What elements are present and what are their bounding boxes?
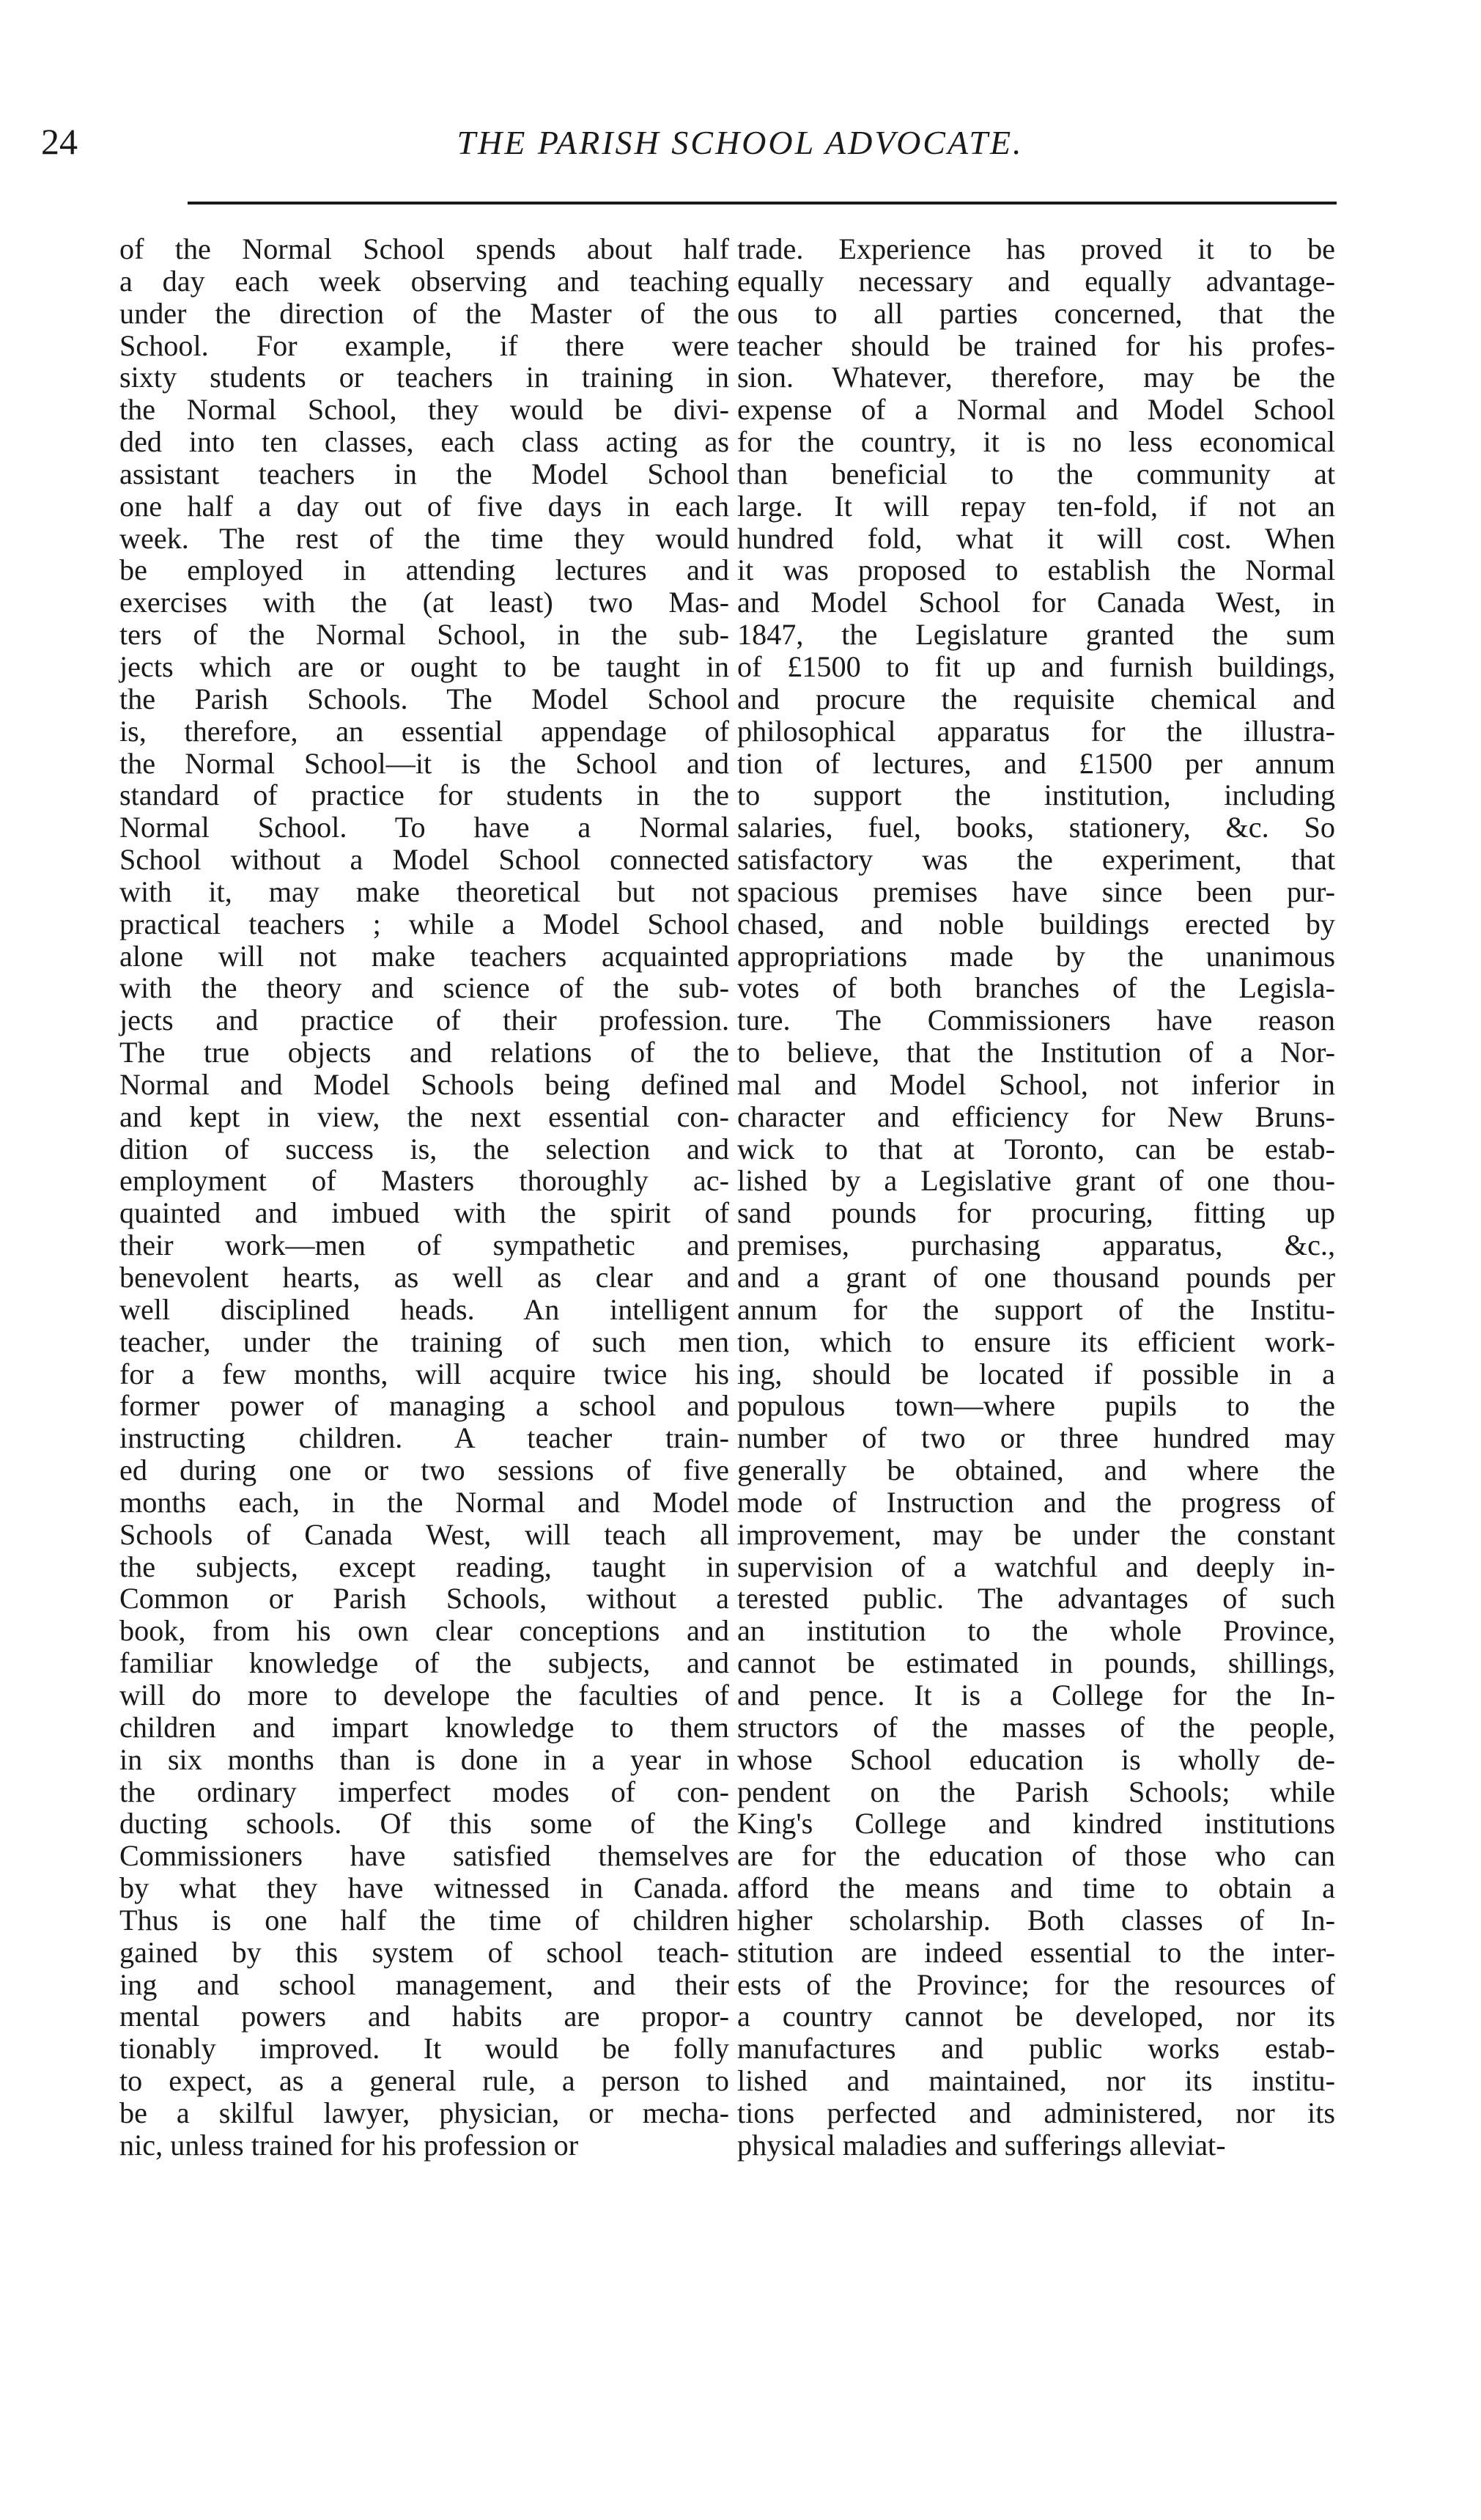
text-line: King's College and kindred institutions [737,1807,1335,1841]
text-line: employment of Masters thoroughly ac- [119,1164,729,1198]
text-line: pendent on the Parish Schools; while [737,1775,1335,1808]
text-line: alone will not make teachers acquainted [119,939,729,973]
page-number: 24 [41,121,78,162]
text-line: former power of managing a school and [119,1389,729,1423]
text-line: with it, may make theoretical but not [119,874,729,908]
text-line: ded into ten classes, each class acting as [119,425,729,459]
text-line: a country cannot be developed, nor its [737,2000,1335,2033]
text-line: be a skilful lawyer, physician, or mecha- [119,2096,729,2129]
text-line: the Normal School—it is the School and [119,746,729,780]
text-line: tion, which to ensure its efficient work- [737,1325,1335,1358]
text-line: standard of practice for students in the [119,778,729,812]
text-line: familiar knowledge of the subjects, and [119,1646,729,1680]
text-line: is, therefore, an essential appendage of [119,714,729,748]
text-line: School without a Model School connected [119,843,729,877]
text-line: whose School education is wholly de- [737,1742,1335,1776]
text-line: ed during one or two sessions of five [119,1454,729,1487]
text-line: teacher, under the training of such men [119,1325,729,1358]
text-line: and pence. It is a College for the In- [737,1678,1335,1712]
text-line: manufactures and public works estab- [737,2032,1335,2066]
text-line: The true objects and relations of the [119,1036,729,1069]
text-line: assistant teachers in the Model School [119,457,729,490]
text-line: for a few months, will acquire twice his [119,1357,729,1390]
right-column [737,233,1335,2162]
text-line: populous town—where pupils to the [737,1389,1335,1423]
text-line: be employed in attending lectures and [119,553,729,587]
text-line: Schools of Canada West, will teach all [119,1517,729,1551]
text-line: improvement, may be under the constant [737,1517,1335,1551]
text-line: than beneficial to the community at [737,457,1335,490]
text-line: teacher should be trained for his profes- [737,328,1335,362]
text-line: their work—men of sympathetic and [119,1228,729,1262]
text-line: hundred fold, what it will cost. When [737,521,1335,555]
text-line: Normal School. To have a Normal [119,811,729,844]
text-line: week. The rest of the time they would [119,521,729,555]
text-line: jects and practice of their profession. [119,1003,729,1037]
text-line: structors of the masses of the people, [737,1710,1335,1744]
left-column [119,233,729,2162]
text-line: stitution are indeed essential to the inter- [737,1935,1335,1969]
text-line: higher scholarship. Both classes of In- [737,1903,1335,1937]
text-line: sixty students or teachers in training in [119,361,729,394]
text-line: chased, and noble buildings erected by [737,907,1335,940]
text-line: under the direction of the Master of the [119,296,729,330]
text-line: to believe, that the Institution of a Nor- [737,1036,1335,1069]
text-line: in six months than is done in a year in [119,1742,729,1776]
text-line: ing, should be located if possible in a [737,1357,1335,1390]
header-rule-left [188,202,759,205]
text-line: nic, unless trained for his profession or [119,2128,579,2162]
text-line: months each, in the Normal and Model [119,1485,729,1519]
text-line: tion of lectures, and £1500 per annum [737,746,1335,780]
text-line: will do more to develope the faculties of [119,1678,729,1712]
text-line: for the country, it is no less economical [737,425,1335,459]
text-line: mental powers and habits are propor- [119,2000,729,2033]
text-line: mode of Instruction and the progress of [737,1485,1335,1519]
text-line: lished and maintained, nor its institu- [737,2064,1335,2098]
text-line: jects which are or ought to be taught in [119,649,729,683]
text-line: the Normal School, they would be divi- [119,393,729,427]
text-line: Thus is one half the time of children [119,1903,729,1937]
text-line: Commissioners have satisfied themselves [119,1839,729,1873]
text-line: Normal and Model Schools being defined [119,1067,729,1101]
text-line: expense of a Normal and Model School [737,393,1335,427]
text-line: ters of the Normal School, in the sub- [119,618,729,652]
text-line: appropriations made by the unanimous [737,939,1335,973]
text-line: afford the means and time to obtain a [737,1871,1335,1905]
text-line: and Model School for Canada West, in [737,586,1335,619]
text-line: instructing children. A teacher train- [119,1421,729,1455]
text-line: the ordinary imperfect modes of con- [119,1775,729,1808]
text-line: dition of success is, the selection and [119,1132,729,1165]
text-line: spacious premises have since been pur- [737,874,1335,908]
text-line: and a grant of one thousand pounds per [737,1261,1335,1294]
text-line: votes of both branches of the Legisla- [737,971,1335,1005]
text-line: a day each week observing and teaching [119,264,729,298]
text-line: one half a day out of five days in each [119,489,729,523]
text-line: philosophical apparatus for the illustra- [737,714,1335,748]
text-line: sion. Whatever, therefore, may be the [737,361,1335,394]
text-line: tionably improved. It would be folly [119,2032,729,2066]
text-line: ture. The Commissioners have reason [737,1003,1335,1037]
text-line: physical maladies and sufferings alleviat- [737,2128,1226,2162]
text-line: book, from his own clear conceptions and [119,1614,729,1648]
text-line: of £1500 to fit up and furnish buildings, [737,649,1335,683]
text-line: terested public. The advantages of such [737,1582,1335,1615]
text-line: Common or Parish Schools, without a [119,1582,729,1615]
text-line: ing and school management, and their [119,1967,729,2001]
text-line: well disciplined heads. An intelligent [119,1292,729,1326]
text-line: annum for the support of the Institu- [737,1292,1335,1326]
text-line: with the theory and science of the sub- [119,971,729,1005]
text-line: trade. Experience has proved it to be [737,232,1335,265]
text-line: tions perfected and administered, nor its [737,2096,1335,2129]
text-line: School. For example, if there were [119,328,729,362]
text-line: and kept in view, the next essential con- [119,1099,729,1133]
running-head: THE PARISH SCHOOL ADVOCATE. [457,124,1024,161]
text-line: by what they have witnessed in Canada. [119,1871,729,1905]
text-line: ous to all parties concerned, that the [737,296,1335,330]
text-line: character and efficiency for New Bruns- [737,1099,1335,1133]
text-line: it was proposed to establish the Normal [737,553,1335,587]
text-line: generally be obtained, and where the [737,1454,1335,1487]
text-line: number of two or three hundred may [737,1421,1335,1455]
text-line: of the Normal School spends about half [119,232,729,265]
text-line: practical teachers ; while a Model School [119,907,729,940]
text-line: the subjects, except reading, taught in [119,1550,729,1583]
text-line: an institution to the whole Province, [737,1614,1335,1648]
text-line: equally necessary and equally advantage- [737,264,1335,298]
text-line: supervision of a watchful and deeply in- [737,1550,1335,1583]
text-line: are for the education of those who can [737,1839,1335,1873]
text-line: ducting schools. Of this some of the [119,1807,729,1841]
text-line: satisfactory was the experiment, that [737,843,1335,877]
text-line: wick to that at Toronto, can be estab- [737,1132,1335,1165]
header-rule-right [759,202,1337,205]
text-line: large. It will repay ten-fold, if not an [737,489,1335,523]
text-line: 1847, the Legislature granted the sum [737,618,1335,652]
text-line: sand pounds for procuring, fitting up [737,1196,1335,1230]
text-line: mal and Model School, not inferior in [737,1067,1335,1101]
text-line: to support the institution, including [737,778,1335,812]
text-line: salaries, fuel, books, stationery, &c. So [737,811,1335,844]
text-line: lished by a Legislative grant of one thou- [737,1164,1335,1198]
text-line: benevolent hearts, as well as clear and [119,1261,729,1294]
text-line: children and impart knowledge to them [119,1710,729,1744]
text-line: to expect, as a general rule, a person to [119,2064,729,2098]
text-line: quainted and imbued with the spirit of [119,1196,729,1230]
text-line: premises, purchasing apparatus, &c., [737,1228,1335,1262]
text-line: exercises with the (at least) two Mas- [119,586,729,619]
text-line: and procure the requisite chemical and [737,682,1335,715]
text-line: gained by this system of school teach- [119,1935,729,1969]
text-line: ests of the Province; for the resources of [737,1967,1335,2001]
text-line: cannot be estimated in pounds, shillings, [737,1646,1335,1680]
text-line: the Parish Schools. The Model School [119,682,729,715]
